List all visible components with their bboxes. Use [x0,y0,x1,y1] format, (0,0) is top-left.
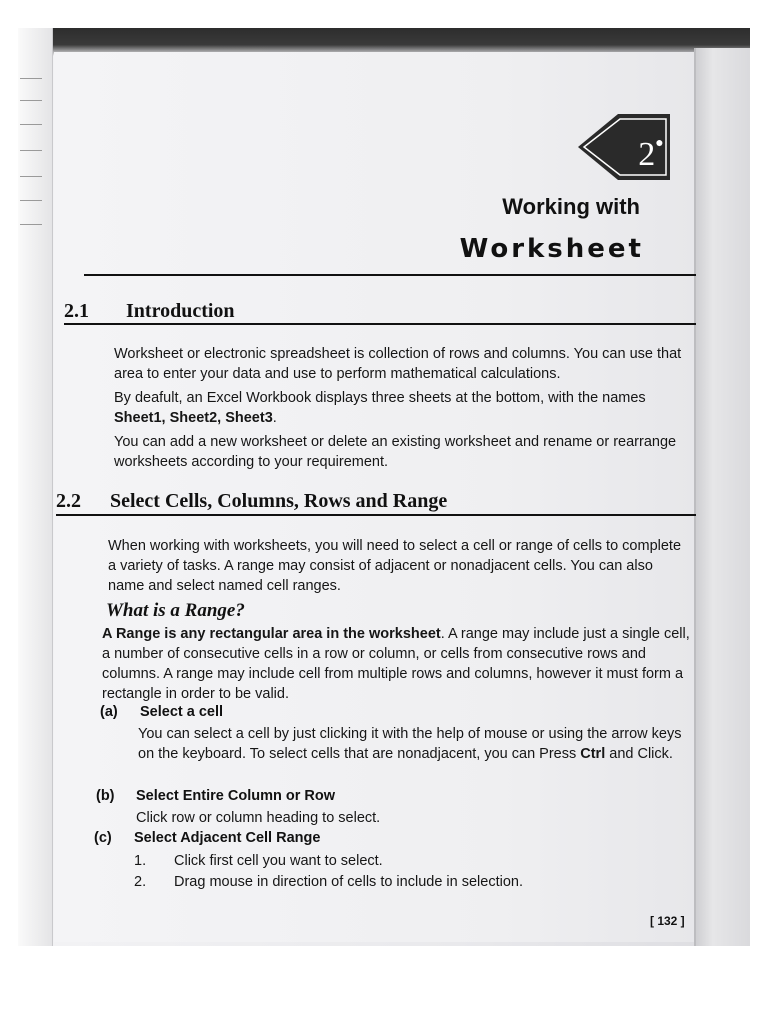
item-title: Select Entire Column or Row [136,788,335,804]
chapter-title-line2: Worksheet [459,234,644,264]
section-rule [64,323,696,325]
section-title: Introduction [126,300,235,322]
section-heading [56,490,686,514]
subheading: What is a Range? [106,600,245,621]
item-text: You can select a cell by just clicking it with the help of mouse or using the arrow keys on the keyboard. To select cells that are nonadjacent, you can Press Ctrl and Click. [138,726,682,762]
section-rule [56,514,696,516]
section-number: 2.1 [64,300,89,322]
binding-mark [20,224,42,225]
item-label: (c) [94,830,112,846]
paragraph: You can add a new worksheet or delete an existing worksheet and rename or rearrange worksheets according to your requirement. [114,434,677,470]
step-number: 1. [134,853,147,869]
chapter-title-rule [84,274,696,276]
binding-mark [20,176,42,177]
paragraph: By deafult, an Excel Workbook displays three sheets at the bottom, with the names Sheet1, Sheet2, Sheet3. [114,390,646,426]
step-text: Drag mouse in direction of cells to include in selection. [174,874,523,890]
binding-mark [20,100,42,101]
item-label: (a) [100,704,118,720]
section-number: 2.2 [56,490,81,512]
range-definition [102,624,690,704]
right-page-edge [694,48,750,946]
range-intro [108,536,688,596]
left-page-edge [18,28,53,946]
section-title: Select Cells, Columns, Rows and Range [110,490,448,512]
step-text: Click first cell you want to select. [174,853,383,869]
chapter-title-line1: Working with [502,194,640,219]
paragraph: Worksheet or electronic spreadsheet is collection of rows and columns. You can use that area to enter your data and use to perform mathematical calculations. [114,346,682,382]
item-label: (b) [96,788,115,804]
paragraph: A Range is any rectangular area in the worksheet. A range may include just a single cell, a number of consecutive cells in a row or column, or cells from consecutive rows and columns. A range may include cell from multiple rows and columns, however it must form a rectangle in order to be valid. [102,626,690,702]
page-number: [ 132 ] [650,914,685,928]
binding-mark [20,124,42,125]
item-title: Select a cell [140,704,224,720]
section-heading [64,300,684,324]
binding-mark [20,78,42,79]
intro-body [114,344,686,472]
item-title: Select Adjacent Cell Range [134,830,321,846]
binding-mark [20,150,42,151]
paragraph: When working with worksheets, you will need to select a cell or range of cells to complete a variety of tasks. A range may consist of adjacent or nonadjacent cells. You can also name and select named cell ranges. [108,538,682,594]
binding-mark [20,200,42,201]
item-text: Click row or column heading to select. [136,810,381,826]
step-number: 2. [134,874,147,890]
book-photo [18,28,750,946]
book-page [54,52,694,942]
chapter-number: 2● [638,136,664,173]
